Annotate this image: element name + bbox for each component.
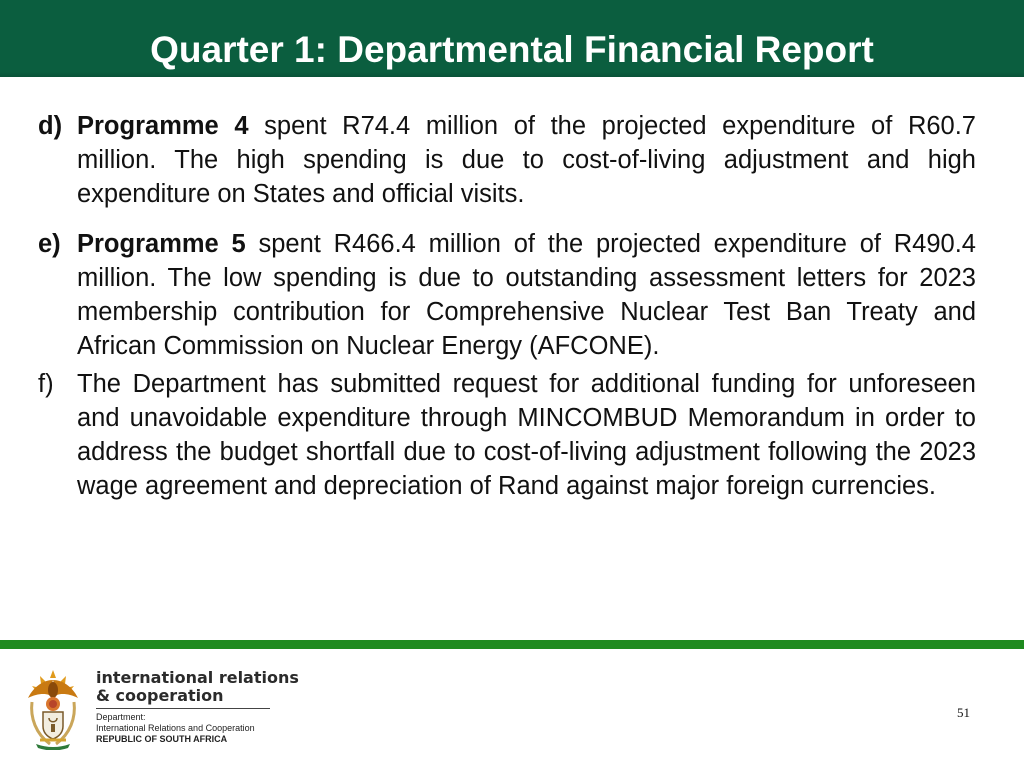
department-label: Department: bbox=[96, 712, 146, 722]
item-body: spent R466.4 million of the projected expenditure of R490.4 million. The low spending is due to outstanding assessment letters for 2023 membership contribution for Comprehensive Nuclear Test Ban Treaty and African Commission on Nuclear Energy (AFCONE). bbox=[77, 230, 976, 360]
item-marker: f) bbox=[38, 370, 54, 398]
list-item-e bbox=[38, 227, 976, 363]
list-item-f bbox=[38, 367, 976, 503]
coat-of-arms-icon bbox=[22, 668, 84, 750]
brand-line-2: & cooperation bbox=[96, 686, 224, 705]
item-body: spent R74.4 million of the projected expenditure of R60.7 million. The high spending is due to cost-of-living adjustment and high expenditure on States and official visits. bbox=[77, 112, 976, 208]
programme-label: Programme 5 bbox=[77, 230, 246, 258]
slide-title: Quarter 1: Departmental Financial Report bbox=[150, 29, 874, 70]
item-marker: d) bbox=[38, 112, 63, 140]
report-content bbox=[38, 109, 976, 503]
item-text bbox=[77, 227, 976, 363]
item-text bbox=[77, 109, 976, 211]
programme-label: Programme 4 bbox=[77, 112, 249, 140]
page-number: 51 bbox=[957, 705, 970, 720]
country-name: REPUBLIC OF SOUTH AFRICA bbox=[96, 734, 228, 744]
item-marker: e) bbox=[38, 230, 61, 258]
item-body: The Department has submitted request for additional funding for unforeseen and unavoidable expenditure through MINCOMBUD Memorandum in order to address the budget shortfall due to cost-of-living adjustment following the 2023 wage agreement and depreciation of Rand against major foreign currencies. bbox=[77, 370, 976, 500]
department-name: International Relations and Cooperation bbox=[96, 723, 255, 733]
item-text bbox=[77, 367, 976, 503]
list-item-d bbox=[38, 109, 976, 211]
brand-line-1: international relations bbox=[96, 668, 299, 687]
brand-divider bbox=[96, 708, 270, 709]
footer-divider bbox=[0, 640, 1024, 649]
department-logo bbox=[22, 668, 299, 754]
